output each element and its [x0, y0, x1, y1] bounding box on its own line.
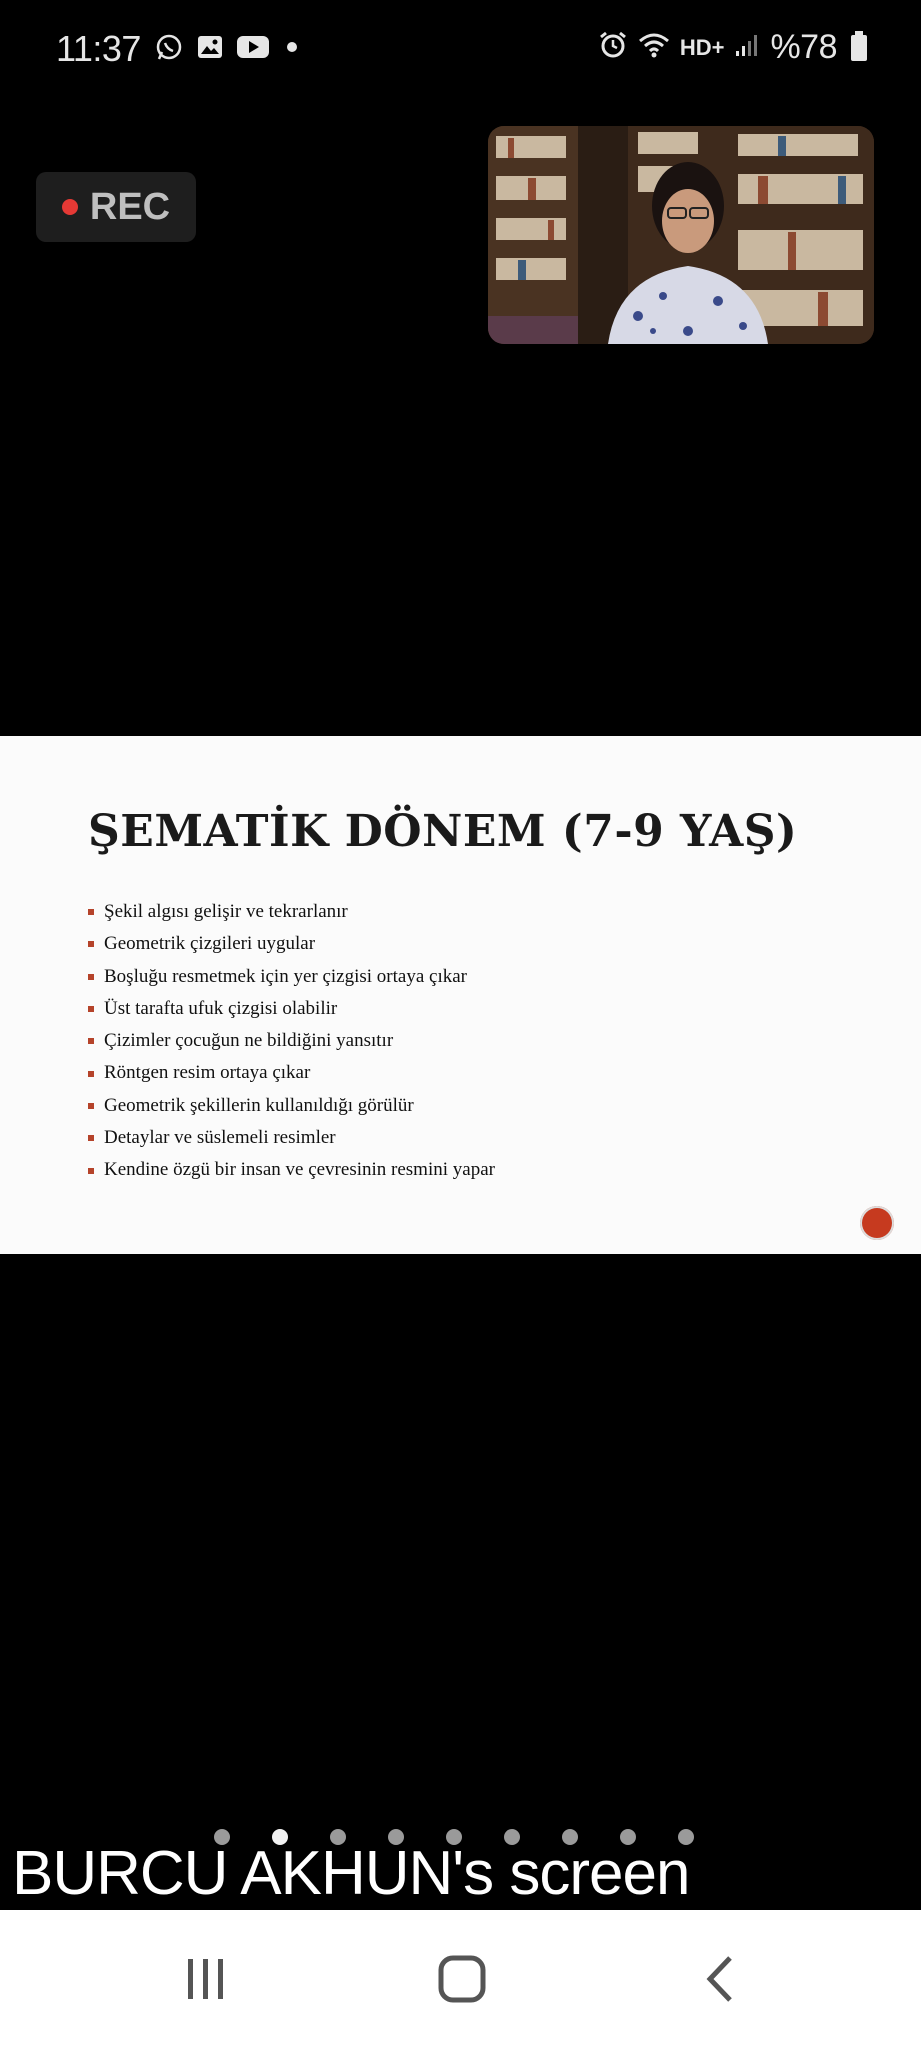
bullet-square-icon [88, 1135, 94, 1141]
home-icon [437, 1954, 487, 2004]
notification-icons [154, 32, 302, 67]
bullet-square-icon [88, 1103, 94, 1109]
slide-bullet [88, 1025, 495, 1057]
participant-video-icon [488, 126, 874, 344]
screen-share-caption: BURCU AKHUN's screen [12, 1839, 690, 1908]
home-button[interactable] [392, 1910, 532, 2048]
bullet-text: Detaylar ve süslemeli resimler [104, 1127, 336, 1149]
youtube-icon [236, 34, 270, 65]
bullet-text: Boşluğu resmetmek için yer çizgisi ortaya çıkar [104, 965, 467, 987]
slide-title: ŞEMATİK DÖNEM (7-9 YAŞ) [88, 806, 798, 857]
bullet-square-icon [88, 974, 94, 980]
slide-bullet [88, 1122, 495, 1154]
back-button[interactable] [650, 1910, 790, 2048]
dot-icon [282, 37, 302, 62]
alarm-icon [598, 30, 628, 65]
status-bar [0, 0, 921, 104]
recording-label: REC [89, 185, 171, 228]
recents-button[interactable] [136, 1910, 276, 2048]
bullet-text: Kendine özgü bir insan ve çevresinin resmini yapar [104, 1159, 495, 1181]
bullet-text: Çizimler çocuğun ne bildiğini yansıtır [104, 1030, 394, 1052]
bullet-square-icon [88, 1038, 94, 1044]
signal-icon [734, 32, 760, 63]
bullet-square-icon [88, 1168, 94, 1174]
slide-bullet [88, 896, 495, 928]
bullet-text: Röntgen resim ortaya çıkar [104, 1062, 311, 1084]
status-time: 11:37 [56, 28, 141, 69]
bullet-square-icon [88, 1006, 94, 1012]
system-indicators [598, 28, 867, 67]
battery-percent: %78 [770, 28, 837, 66]
wifi-icon [638, 31, 670, 64]
participant-video-tile[interactable] [488, 126, 874, 344]
bullet-text: Şekil algısı gelişir ve tekrarlanır [104, 901, 348, 922]
slide-bullet [88, 1090, 495, 1122]
slide-bullet [88, 993, 495, 1025]
slide-bullet [88, 1057, 495, 1089]
shared-slide [0, 736, 921, 1254]
gallery-icon [196, 33, 224, 66]
network-label: HD+ [679, 34, 725, 60]
recording-badge [36, 172, 196, 242]
battery-icon [851, 35, 867, 61]
slide-bullet [88, 961, 495, 993]
bullet-text: Geometrik şekillerin kullanıldığı görülür [104, 1094, 414, 1116]
slide-decoration-circle-icon [860, 1206, 894, 1240]
slide-bullet-list [88, 896, 495, 1187]
bullet-text: Geometrik çizgileri uygular [104, 933, 316, 955]
recents-icon [183, 1956, 229, 2002]
slide-bullet [88, 1154, 495, 1186]
whatsapp-icon [154, 32, 184, 67]
bullet-square-icon [88, 909, 94, 915]
recording-dot-icon [62, 199, 78, 215]
bullet-square-icon [88, 1071, 94, 1077]
bullet-square-icon [88, 941, 94, 947]
back-icon [702, 1954, 738, 2004]
bullet-text: Üst tarafta ufuk çizgisi olabilir [104, 997, 338, 1019]
slide-bullet [88, 928, 495, 960]
navigation-bar [0, 1910, 921, 2048]
